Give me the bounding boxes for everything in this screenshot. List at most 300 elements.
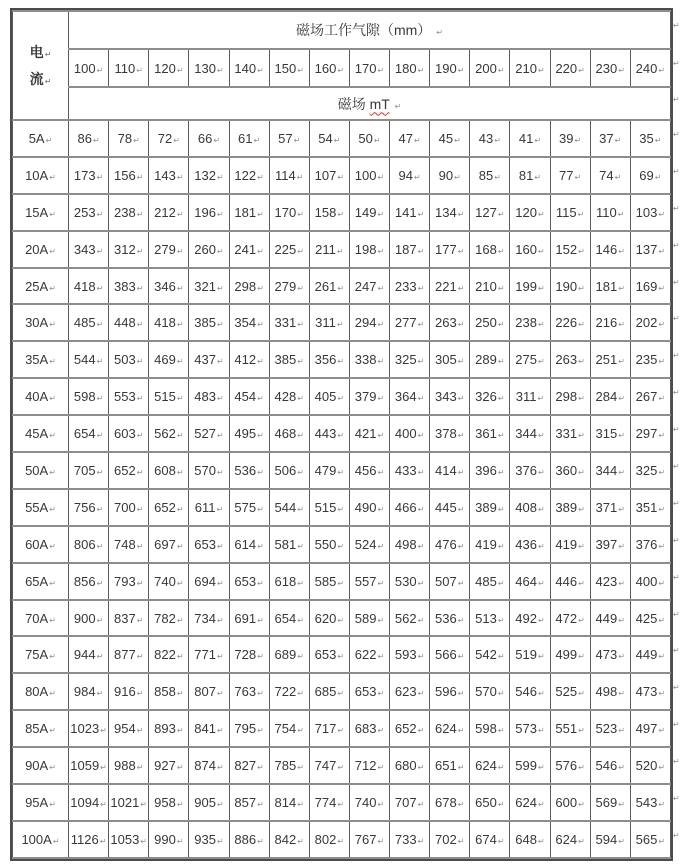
data-cell bbox=[309, 268, 349, 305]
cell-value: 428 bbox=[274, 389, 297, 405]
cell-value: 916 bbox=[113, 684, 136, 700]
data-cell bbox=[510, 526, 550, 563]
paragraph-mark: ↵ bbox=[658, 799, 666, 809]
paragraph-mark: ↵ bbox=[49, 172, 56, 182]
data-cell bbox=[109, 231, 149, 268]
paragraph-mark: ↵ bbox=[96, 504, 104, 514]
data-cell bbox=[630, 636, 670, 673]
gap-column-header-cell bbox=[630, 49, 670, 87]
data-cell bbox=[590, 710, 630, 747]
paragraph-mark: ↵ bbox=[537, 357, 545, 367]
paragraph-mark: ↵ bbox=[136, 541, 144, 551]
paragraph-mark: ↵ bbox=[176, 726, 184, 736]
paragraph-mark: ↵ bbox=[658, 431, 666, 441]
cell-value: 589 bbox=[354, 610, 377, 626]
cell-value: 190 bbox=[555, 278, 578, 294]
cell-value: 513 bbox=[475, 610, 497, 626]
table-row bbox=[13, 378, 671, 415]
data-cell bbox=[69, 378, 109, 415]
cell-value: 85A bbox=[25, 721, 49, 737]
data-cell bbox=[470, 526, 510, 563]
paragraph-mark: ↵ bbox=[454, 172, 461, 182]
data-cell bbox=[510, 489, 550, 526]
data-cell bbox=[189, 636, 229, 673]
data-cell bbox=[69, 415, 109, 452]
paragraph-mark: ↵ bbox=[578, 799, 585, 809]
paragraph-mark: ↵ bbox=[216, 689, 224, 699]
paragraph-mark: ↵ bbox=[257, 504, 264, 514]
cell-value: 216 bbox=[595, 315, 618, 331]
cell-value: 77 bbox=[558, 167, 574, 183]
paragraph-mark: ↵ bbox=[537, 726, 545, 736]
paragraph-mark: ↵ bbox=[617, 209, 625, 219]
paragraph-mark: ↵ bbox=[297, 763, 304, 773]
data-cell bbox=[630, 194, 670, 231]
paragraph-mark: ↵ bbox=[337, 615, 345, 625]
cell-value: 454 bbox=[234, 389, 257, 405]
data-cell bbox=[390, 747, 430, 784]
paragraph-mark: ↵ bbox=[537, 615, 545, 625]
cell-value: 544 bbox=[73, 352, 96, 368]
table-row bbox=[13, 784, 671, 821]
data-cell bbox=[430, 120, 470, 157]
cell-value: 331 bbox=[555, 426, 578, 442]
cell-value: 173 bbox=[73, 167, 96, 183]
data-cell bbox=[430, 600, 470, 637]
cell-value: 15A bbox=[25, 204, 49, 220]
cell-value: 927 bbox=[154, 758, 176, 774]
paragraph-mark: ↵ bbox=[337, 689, 345, 699]
data-cell bbox=[109, 489, 149, 526]
cell-value: 734 bbox=[194, 610, 216, 626]
paragraph-mark: ↵ bbox=[213, 135, 221, 145]
data-cell bbox=[149, 821, 189, 858]
cell-value: 445 bbox=[434, 499, 457, 515]
paragraph-mark: ↵ bbox=[176, 541, 184, 551]
paragraph-mark: ↵ bbox=[297, 799, 304, 809]
cell-value: 389 bbox=[475, 499, 497, 515]
data-cell bbox=[550, 784, 590, 821]
data-cell bbox=[149, 120, 189, 157]
data-cell bbox=[510, 600, 550, 637]
paragraph-mark: ↵ bbox=[658, 541, 666, 551]
paragraph-mark: ↵ bbox=[497, 320, 505, 330]
data-cell bbox=[630, 784, 670, 821]
cell-value: 297 bbox=[635, 426, 658, 442]
cell-value: 315 bbox=[595, 426, 618, 442]
paragraph-mark: ↵ bbox=[537, 209, 545, 219]
paragraph-mark: ↵ bbox=[176, 467, 184, 477]
paragraph-mark: ↵ bbox=[216, 320, 224, 330]
cell-value: 886 bbox=[234, 831, 257, 847]
cell-value: 284 bbox=[595, 389, 618, 405]
end-of-row-mark: ↵ bbox=[673, 645, 680, 655]
cell-value: 536 bbox=[434, 610, 457, 626]
cell-value: 546 bbox=[515, 684, 537, 700]
gap-column-header-cell bbox=[590, 49, 630, 87]
data-cell bbox=[149, 600, 189, 637]
cell-value: 436 bbox=[515, 536, 537, 552]
cell-value: 115 bbox=[555, 204, 577, 220]
paragraph-mark: ↵ bbox=[377, 799, 385, 809]
cell-value: 294 bbox=[354, 315, 377, 331]
cell-value: 100 bbox=[73, 60, 96, 76]
paragraph-mark: ↵ bbox=[297, 394, 304, 404]
cell-value: 385 bbox=[194, 315, 216, 331]
paragraph-mark: ↵ bbox=[457, 320, 465, 330]
cell-value: 733 bbox=[394, 831, 417, 847]
data-cell bbox=[630, 415, 670, 452]
cell-value: 497 bbox=[635, 721, 658, 737]
cell-value: 524 bbox=[354, 536, 377, 552]
paragraph-mark: ↵ bbox=[497, 467, 505, 477]
data-cell bbox=[430, 636, 470, 673]
end-of-row-mark: ↵ bbox=[673, 59, 680, 68]
paragraph-mark: ↵ bbox=[457, 763, 465, 773]
end-of-row-mark: ↵ bbox=[673, 719, 680, 729]
paragraph-mark: ↵ bbox=[297, 431, 304, 441]
paragraph-mark: ↵ bbox=[497, 65, 505, 75]
data-cell bbox=[430, 784, 470, 821]
cell-value: 75A bbox=[25, 647, 49, 663]
paragraph-mark: ↵ bbox=[457, 615, 465, 625]
row-label-cell bbox=[13, 231, 69, 268]
cell-value: 130 bbox=[194, 60, 216, 76]
paragraph-mark: ↵ bbox=[497, 799, 505, 809]
paragraph-mark: ↵ bbox=[417, 431, 425, 441]
data-cell bbox=[630, 563, 670, 600]
end-of-row-mark: ↵ bbox=[673, 756, 680, 766]
data-cell bbox=[550, 747, 590, 784]
paragraph-mark: ↵ bbox=[297, 209, 304, 219]
paragraph-mark: ↵ bbox=[417, 246, 425, 256]
paragraph-mark: ↵ bbox=[457, 431, 465, 441]
end-of-row-mark: ↵ bbox=[673, 424, 680, 434]
magnetic-field-table bbox=[12, 10, 671, 859]
paragraph-mark: ↵ bbox=[49, 578, 56, 588]
paragraph-mark: ↵ bbox=[377, 394, 385, 404]
paragraph-mark: ↵ bbox=[297, 283, 304, 293]
cell-value: 893 bbox=[154, 721, 176, 737]
paragraph-mark: ↵ bbox=[337, 283, 345, 293]
paragraph-mark: ↵ bbox=[96, 357, 104, 367]
cell-value: 50A bbox=[25, 462, 49, 478]
paragraph-mark: ↵ bbox=[257, 394, 264, 404]
cell-value: 90A bbox=[25, 758, 49, 774]
paragraph-mark: ↵ bbox=[100, 726, 107, 736]
cell-value: 566 bbox=[434, 647, 457, 663]
paragraph-mark: ↵ bbox=[618, 799, 625, 809]
data-cell bbox=[430, 231, 470, 268]
paragraph-mark: ↵ bbox=[49, 541, 56, 551]
cell-value: 1094 bbox=[70, 794, 100, 810]
gap-column-header-cell bbox=[309, 49, 349, 87]
data-cell bbox=[470, 231, 510, 268]
paragraph-mark: ↵ bbox=[417, 615, 425, 625]
cell-value: 581 bbox=[274, 536, 297, 552]
cell-value: 371 bbox=[595, 499, 618, 515]
cell-value: 464 bbox=[515, 573, 537, 589]
data-cell bbox=[510, 563, 550, 600]
paragraph-mark: ↵ bbox=[216, 652, 224, 662]
data-cell bbox=[590, 673, 630, 710]
cell-value: 785 bbox=[274, 758, 297, 774]
cell-value: 700 bbox=[113, 499, 136, 515]
end-of-row-mark: ↵ bbox=[673, 277, 680, 287]
cell-value: 250 bbox=[475, 315, 497, 331]
paragraph-mark: ↵ bbox=[337, 431, 345, 441]
data-cell bbox=[69, 636, 109, 673]
cell-value: 691 bbox=[234, 610, 257, 626]
table-row bbox=[13, 526, 671, 563]
cell-value: 196 bbox=[194, 204, 216, 220]
paragraph-mark: ↵ bbox=[96, 246, 104, 256]
data-cell bbox=[470, 341, 510, 378]
cell-value: 611 bbox=[194, 499, 216, 515]
cell-value: 624 bbox=[515, 794, 537, 810]
end-of-row-mark: ↵ bbox=[673, 240, 680, 250]
cell-value: 990 bbox=[154, 831, 176, 847]
row-label-cell bbox=[13, 452, 69, 489]
data-cell bbox=[390, 378, 430, 415]
paragraph-mark: ↵ bbox=[136, 172, 144, 182]
data-cell bbox=[229, 489, 269, 526]
data-cell bbox=[510, 747, 550, 784]
cell-value: 507 bbox=[434, 573, 457, 589]
table-row bbox=[13, 231, 671, 268]
paragraph-mark: ↵ bbox=[497, 652, 505, 662]
cell-value: 122 bbox=[234, 167, 257, 183]
paragraph-mark: ↵ bbox=[49, 357, 56, 367]
paragraph-mark: ↵ bbox=[136, 283, 144, 293]
cell-value: 311 bbox=[515, 389, 537, 405]
cell-value: 523 bbox=[595, 721, 618, 737]
paragraph-mark: ↵ bbox=[618, 504, 625, 514]
paragraph-mark: ↵ bbox=[96, 431, 104, 441]
table-frame bbox=[10, 8, 673, 861]
cell-value: 1126 bbox=[70, 831, 99, 847]
data-cell bbox=[269, 821, 309, 858]
cell-value: 81 bbox=[518, 167, 534, 183]
paragraph-mark: ↵ bbox=[136, 209, 144, 219]
paragraph-mark: ↵ bbox=[297, 652, 304, 662]
data-cell bbox=[309, 157, 349, 194]
cell-value: 85 bbox=[478, 167, 494, 183]
data-cell bbox=[189, 563, 229, 600]
data-cell bbox=[229, 378, 269, 415]
paragraph-mark: ↵ bbox=[658, 65, 666, 75]
data-cell bbox=[430, 673, 470, 710]
paragraph-mark: ↵ bbox=[497, 431, 505, 441]
paragraph-mark: ↵ bbox=[216, 799, 224, 809]
data-cell bbox=[430, 415, 470, 452]
paragraph-mark: ↵ bbox=[296, 172, 304, 182]
cell-value: 694 bbox=[194, 573, 216, 589]
paragraph-mark: ↵ bbox=[497, 836, 505, 846]
cell-value: 503 bbox=[113, 352, 136, 368]
end-of-row-mark: ↵ bbox=[673, 461, 680, 471]
cell-value: 95A bbox=[25, 794, 49, 810]
cell-value: 114 bbox=[274, 167, 296, 183]
cell-value: 146 bbox=[595, 241, 618, 257]
data-cell bbox=[69, 747, 109, 784]
data-cell bbox=[430, 157, 470, 194]
paragraph-mark: ↵ bbox=[216, 467, 224, 477]
paragraph-mark: ↵ bbox=[257, 541, 264, 551]
data-cell bbox=[510, 120, 550, 157]
paragraph-mark: ↵ bbox=[136, 726, 144, 736]
paragraph-mark: ↵ bbox=[96, 394, 104, 404]
data-cell bbox=[470, 194, 510, 231]
paragraph-mark: ↵ bbox=[96, 689, 104, 699]
cell-value: 376 bbox=[635, 536, 658, 552]
cell-value: 379 bbox=[354, 389, 377, 405]
cell-value: 479 bbox=[314, 462, 337, 478]
paragraph-mark: ↵ bbox=[618, 431, 625, 441]
cell-value: 654 bbox=[73, 426, 96, 442]
paragraph-mark: ↵ bbox=[216, 541, 224, 551]
cell-value: 45 bbox=[438, 130, 454, 146]
data-cell bbox=[430, 747, 470, 784]
data-cell bbox=[149, 304, 189, 341]
data-cell bbox=[149, 231, 189, 268]
paragraph-mark: ↵ bbox=[417, 799, 425, 809]
cell-value: 543 bbox=[635, 794, 658, 810]
cell-value: 485 bbox=[475, 573, 497, 589]
data-cell bbox=[550, 821, 590, 858]
cell-value: 603 bbox=[113, 426, 136, 442]
data-cell bbox=[550, 231, 590, 268]
data-cell bbox=[390, 231, 430, 268]
paragraph-mark: ↵ bbox=[216, 65, 224, 75]
cell-value: 364 bbox=[394, 389, 417, 405]
paragraph-mark: ↵ bbox=[96, 65, 104, 75]
paragraph-mark: ↵ bbox=[377, 504, 385, 514]
corner-line-2 bbox=[13, 66, 68, 93]
cell-value: 1021 bbox=[110, 794, 140, 810]
data-cell bbox=[349, 157, 389, 194]
paragraph-mark: ↵ bbox=[417, 394, 425, 404]
row-label-cell bbox=[13, 784, 69, 821]
corner-text: 电 bbox=[29, 43, 44, 60]
data-cell bbox=[309, 600, 349, 637]
data-cell bbox=[590, 120, 630, 157]
gap-column-header-cell bbox=[69, 49, 109, 87]
cell-value: 551 bbox=[555, 721, 578, 737]
data-cell bbox=[590, 452, 630, 489]
paragraph-mark: ↵ bbox=[618, 615, 625, 625]
data-cell bbox=[109, 194, 149, 231]
cell-value: 585 bbox=[314, 573, 337, 589]
paragraph-mark: ↵ bbox=[537, 578, 545, 588]
cell-value: 326 bbox=[475, 389, 497, 405]
cell-value: 325 bbox=[635, 462, 658, 478]
data-cell bbox=[269, 600, 309, 637]
cell-value: 187 bbox=[394, 241, 417, 257]
cell-value: 652 bbox=[154, 499, 176, 515]
cell-value: 168 bbox=[475, 241, 497, 257]
paragraph-mark: ↵ bbox=[417, 726, 425, 736]
data-cell bbox=[189, 268, 229, 305]
data-cell bbox=[430, 526, 470, 563]
data-cell bbox=[390, 268, 430, 305]
row-label-cell bbox=[13, 304, 69, 341]
data-cell bbox=[430, 710, 470, 747]
data-cell bbox=[109, 120, 149, 157]
cell-value: 499 bbox=[555, 647, 578, 663]
data-cell bbox=[109, 747, 149, 784]
cell-value: 325 bbox=[394, 352, 417, 368]
cell-value: 1059 bbox=[70, 758, 100, 774]
paragraph-mark: ↵ bbox=[377, 467, 385, 477]
paragraph-mark: ↵ bbox=[497, 283, 505, 293]
cell-value: 120 bbox=[154, 60, 176, 76]
cell-value: 143 bbox=[154, 167, 176, 183]
row-label-cell bbox=[13, 526, 69, 563]
cell-value: 389 bbox=[555, 499, 578, 515]
cell-value: 100A bbox=[21, 831, 52, 847]
paragraph-mark: ↵ bbox=[49, 726, 56, 736]
paragraph-mark: ↵ bbox=[337, 541, 345, 551]
paragraph-mark: ↵ bbox=[417, 689, 425, 699]
end-of-row-mark: ↵ bbox=[673, 387, 680, 397]
cell-value: 226 bbox=[555, 315, 578, 331]
paragraph-mark: ↵ bbox=[337, 65, 345, 75]
paragraph-mark: ↵ bbox=[136, 394, 144, 404]
cell-value: 802 bbox=[314, 831, 337, 847]
paragraph-mark: ↵ bbox=[417, 763, 425, 773]
row-label-cell bbox=[13, 673, 69, 710]
cell-value: 697 bbox=[154, 536, 176, 552]
gap-column-header-cell bbox=[269, 49, 309, 87]
paragraph-mark: ↵ bbox=[537, 283, 545, 293]
paragraph-mark: ↵ bbox=[377, 283, 385, 293]
paragraph-mark: ↵ bbox=[176, 578, 184, 588]
cell-value: 72 bbox=[157, 130, 173, 146]
data-cell bbox=[390, 673, 430, 710]
paragraph-mark: ↵ bbox=[257, 320, 264, 330]
data-cell bbox=[189, 415, 229, 452]
data-cell bbox=[630, 821, 670, 858]
gap-header-cell bbox=[69, 11, 671, 49]
paragraph-mark: ↵ bbox=[417, 283, 425, 293]
data-cell bbox=[109, 563, 149, 600]
paragraph-mark: ↵ bbox=[45, 135, 53, 145]
data-cell bbox=[470, 378, 510, 415]
data-cell bbox=[510, 784, 550, 821]
data-cell bbox=[229, 821, 269, 858]
cell-value: 944 bbox=[73, 647, 96, 663]
paragraph-mark: ↵ bbox=[377, 763, 385, 773]
data-cell bbox=[149, 341, 189, 378]
cell-value: 466 bbox=[394, 499, 417, 515]
data-cell bbox=[430, 268, 470, 305]
cell-value: 298 bbox=[555, 389, 578, 405]
gap-column-header-cell bbox=[390, 49, 430, 87]
row-label-cell bbox=[13, 268, 69, 305]
cell-value: 433 bbox=[394, 462, 417, 478]
paragraph-mark: ↵ bbox=[614, 135, 622, 145]
paragraph-mark: ↵ bbox=[537, 431, 545, 441]
paragraph-mark: ↵ bbox=[578, 578, 585, 588]
paragraph-mark: ↵ bbox=[257, 209, 264, 219]
cell-value: 400 bbox=[635, 573, 658, 589]
cell-value: 857 bbox=[234, 794, 257, 810]
paragraph-mark: ↵ bbox=[417, 652, 425, 662]
header-row-gap bbox=[13, 11, 671, 49]
cell-value: 240 bbox=[635, 60, 658, 76]
cell-value: 298 bbox=[234, 278, 257, 294]
